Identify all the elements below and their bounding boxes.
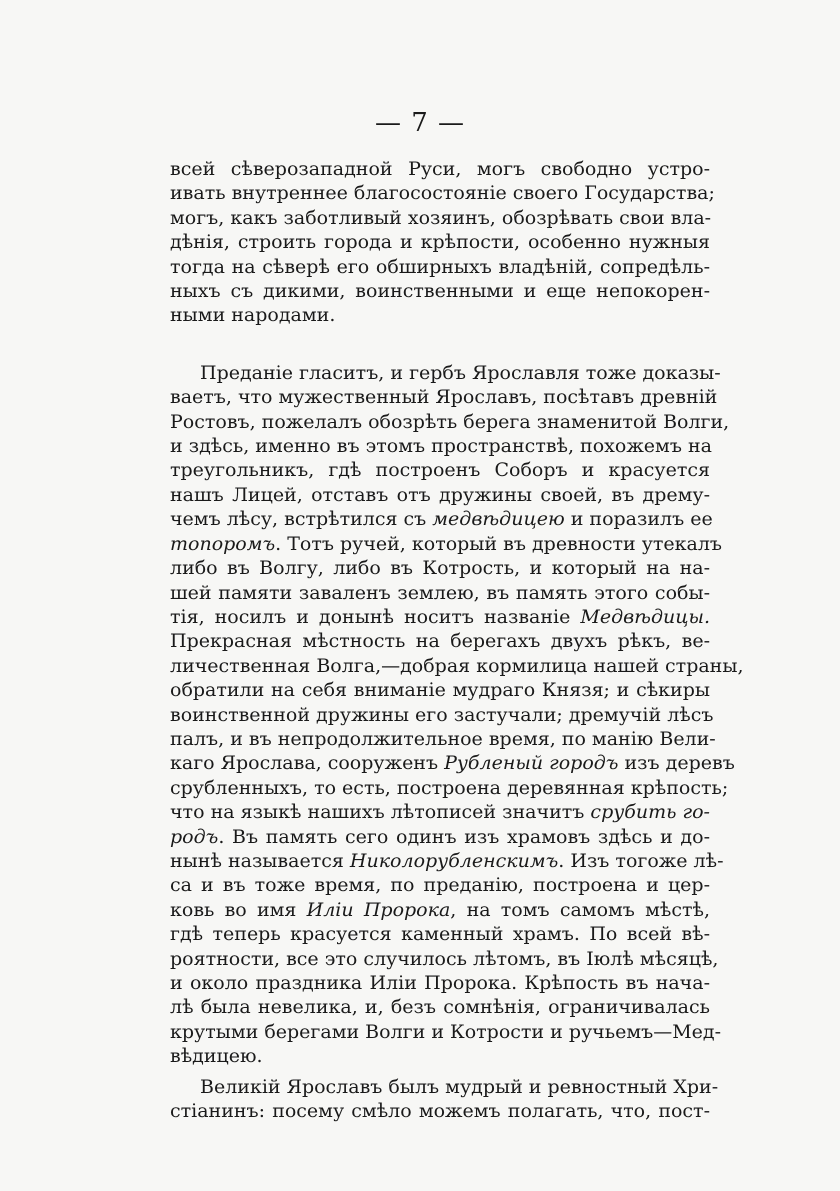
text-line: обратили на себя вниманіе мудраго Князя; и сѣкиры (170, 679, 710, 702)
text-line: чемъ лѣсу, встрѣтился съ медвѣдицею и поразилъ ее (170, 508, 713, 531)
emphasis: топоромъ (170, 532, 276, 555)
text-line: Прекрасная мѣстность на берегахъ двухъ рѣкъ, ве- (170, 630, 710, 653)
text-line: родъ. Въ память сего одинъ изъ храмовъ здѣсь и до- (170, 825, 710, 848)
emphasis: Рубленый городъ (444, 752, 619, 775)
text-line: ивать внутреннее благосостояніе своего Государства; (170, 182, 715, 205)
paragraph-gap (170, 328, 710, 361)
text-line: крутыми берегами Волги и Котрости и ручьемъ—Мед- (170, 1020, 722, 1043)
text-line: стіанинъ: посему смѣло можемъ полагать, что, пост- (170, 1100, 710, 1123)
text-line: ковь во имя Иліи Пророка, на томъ самомъ мѣстѣ, (170, 898, 711, 921)
text-line: гдѣ теперь красуется каменный храмъ. По всей вѣ- (170, 923, 710, 946)
text-line: са и въ тоже время, по преданію, построена и цер- (170, 874, 710, 897)
text-line: дѣнія, строить города и крѣпости, особенно нужныя (170, 231, 710, 254)
emphasis: родъ (170, 825, 219, 848)
text-line: ными народами. (170, 304, 336, 327)
text-line: лѣ была невелика, и, безъ сомнѣнія, ограничивалась (170, 996, 710, 1019)
text-line: Преданіе гласитъ, и гербъ Ярославля тоже доказы- (200, 361, 721, 384)
text-line: ваетъ, что мужественный Ярославъ, посѣтавъ древній (170, 386, 718, 409)
text-line: роятности, все это случилось лѣтомъ, въ Іюлѣ мѣсяцѣ, (170, 947, 719, 970)
text-line: палъ, и въ непродолжительное время, по манію Вели- (170, 727, 716, 750)
text-line: Ростовъ, пожелалъ обозрѣть берега знаменитой Волги, (170, 410, 730, 433)
text-line: и около праздника Иліи Пророка. Крѣпость въ нача- (170, 972, 710, 994)
text-line: нынѣ называется Николорубленскимъ. Изъ тогоже лѣ- (170, 849, 724, 872)
emphasis: Николорубленскимъ (349, 849, 559, 872)
text-line: тогда на сѣверѣ его обширныхъ владѣній, сопредѣль- (170, 255, 710, 278)
text-line: шей памяти заваленъ землею, въ память этого собы- (170, 581, 710, 604)
text-line: воинственной дружины его застучали; дремучій лѣсъ (170, 703, 714, 726)
text-line: и здѣсь, именно въ этомъ пространствѣ, похожемъ на (170, 435, 712, 458)
emphasis: медвѣдицею (432, 508, 565, 531)
text-line: личественная Волга,—добрая кормилица нашей страны, (170, 654, 744, 677)
text-line: вѣдицею. (170, 1045, 263, 1068)
text-line: нашъ Лицей, отставъ отъ дружины своей, въ дрему- (170, 483, 710, 506)
text-line: ныхъ съ дикими, воинственными и еще непокорен- (170, 280, 710, 303)
emphasis: Медвѣдицы. (580, 605, 710, 628)
body-text (170, 157, 744, 1123)
text-line: треугольникъ, гдѣ построенъ Соборъ и красуется (170, 459, 710, 482)
text-line: каго Ярослава, сооруженъ Рубленый городъ изъ деревъ (170, 752, 735, 775)
text-line: Великій Ярославъ былъ мудрый и ревностный Хри- (200, 1075, 719, 1098)
text-line: что на языкѣ нашихъ лѣтописей значитъ срубить го- (170, 801, 710, 824)
text-line: всей сѣверозападной Руси, могъ свободно устро- (170, 158, 710, 180)
emphasis: срубить го- (590, 801, 710, 824)
page-number: — 7 — (374, 108, 466, 138)
text-line: топоромъ. Тотъ ручей, который въ древности утекалъ (170, 532, 723, 555)
text-line: срубленныхъ, то есть, построена деревянная крѣпость; (170, 776, 729, 799)
text-line: тія, носилъ и донынѣ носитъ названіе Медвѣдицы. (170, 605, 710, 628)
emphasis: Иліи Пророка (306, 898, 451, 921)
text-line: либо въ Волгу, либо въ Котрость, и который на на- (170, 557, 710, 580)
text-line: могъ, какъ заботливый хозяинъ, обозрѣвать свои вла- (170, 206, 712, 229)
